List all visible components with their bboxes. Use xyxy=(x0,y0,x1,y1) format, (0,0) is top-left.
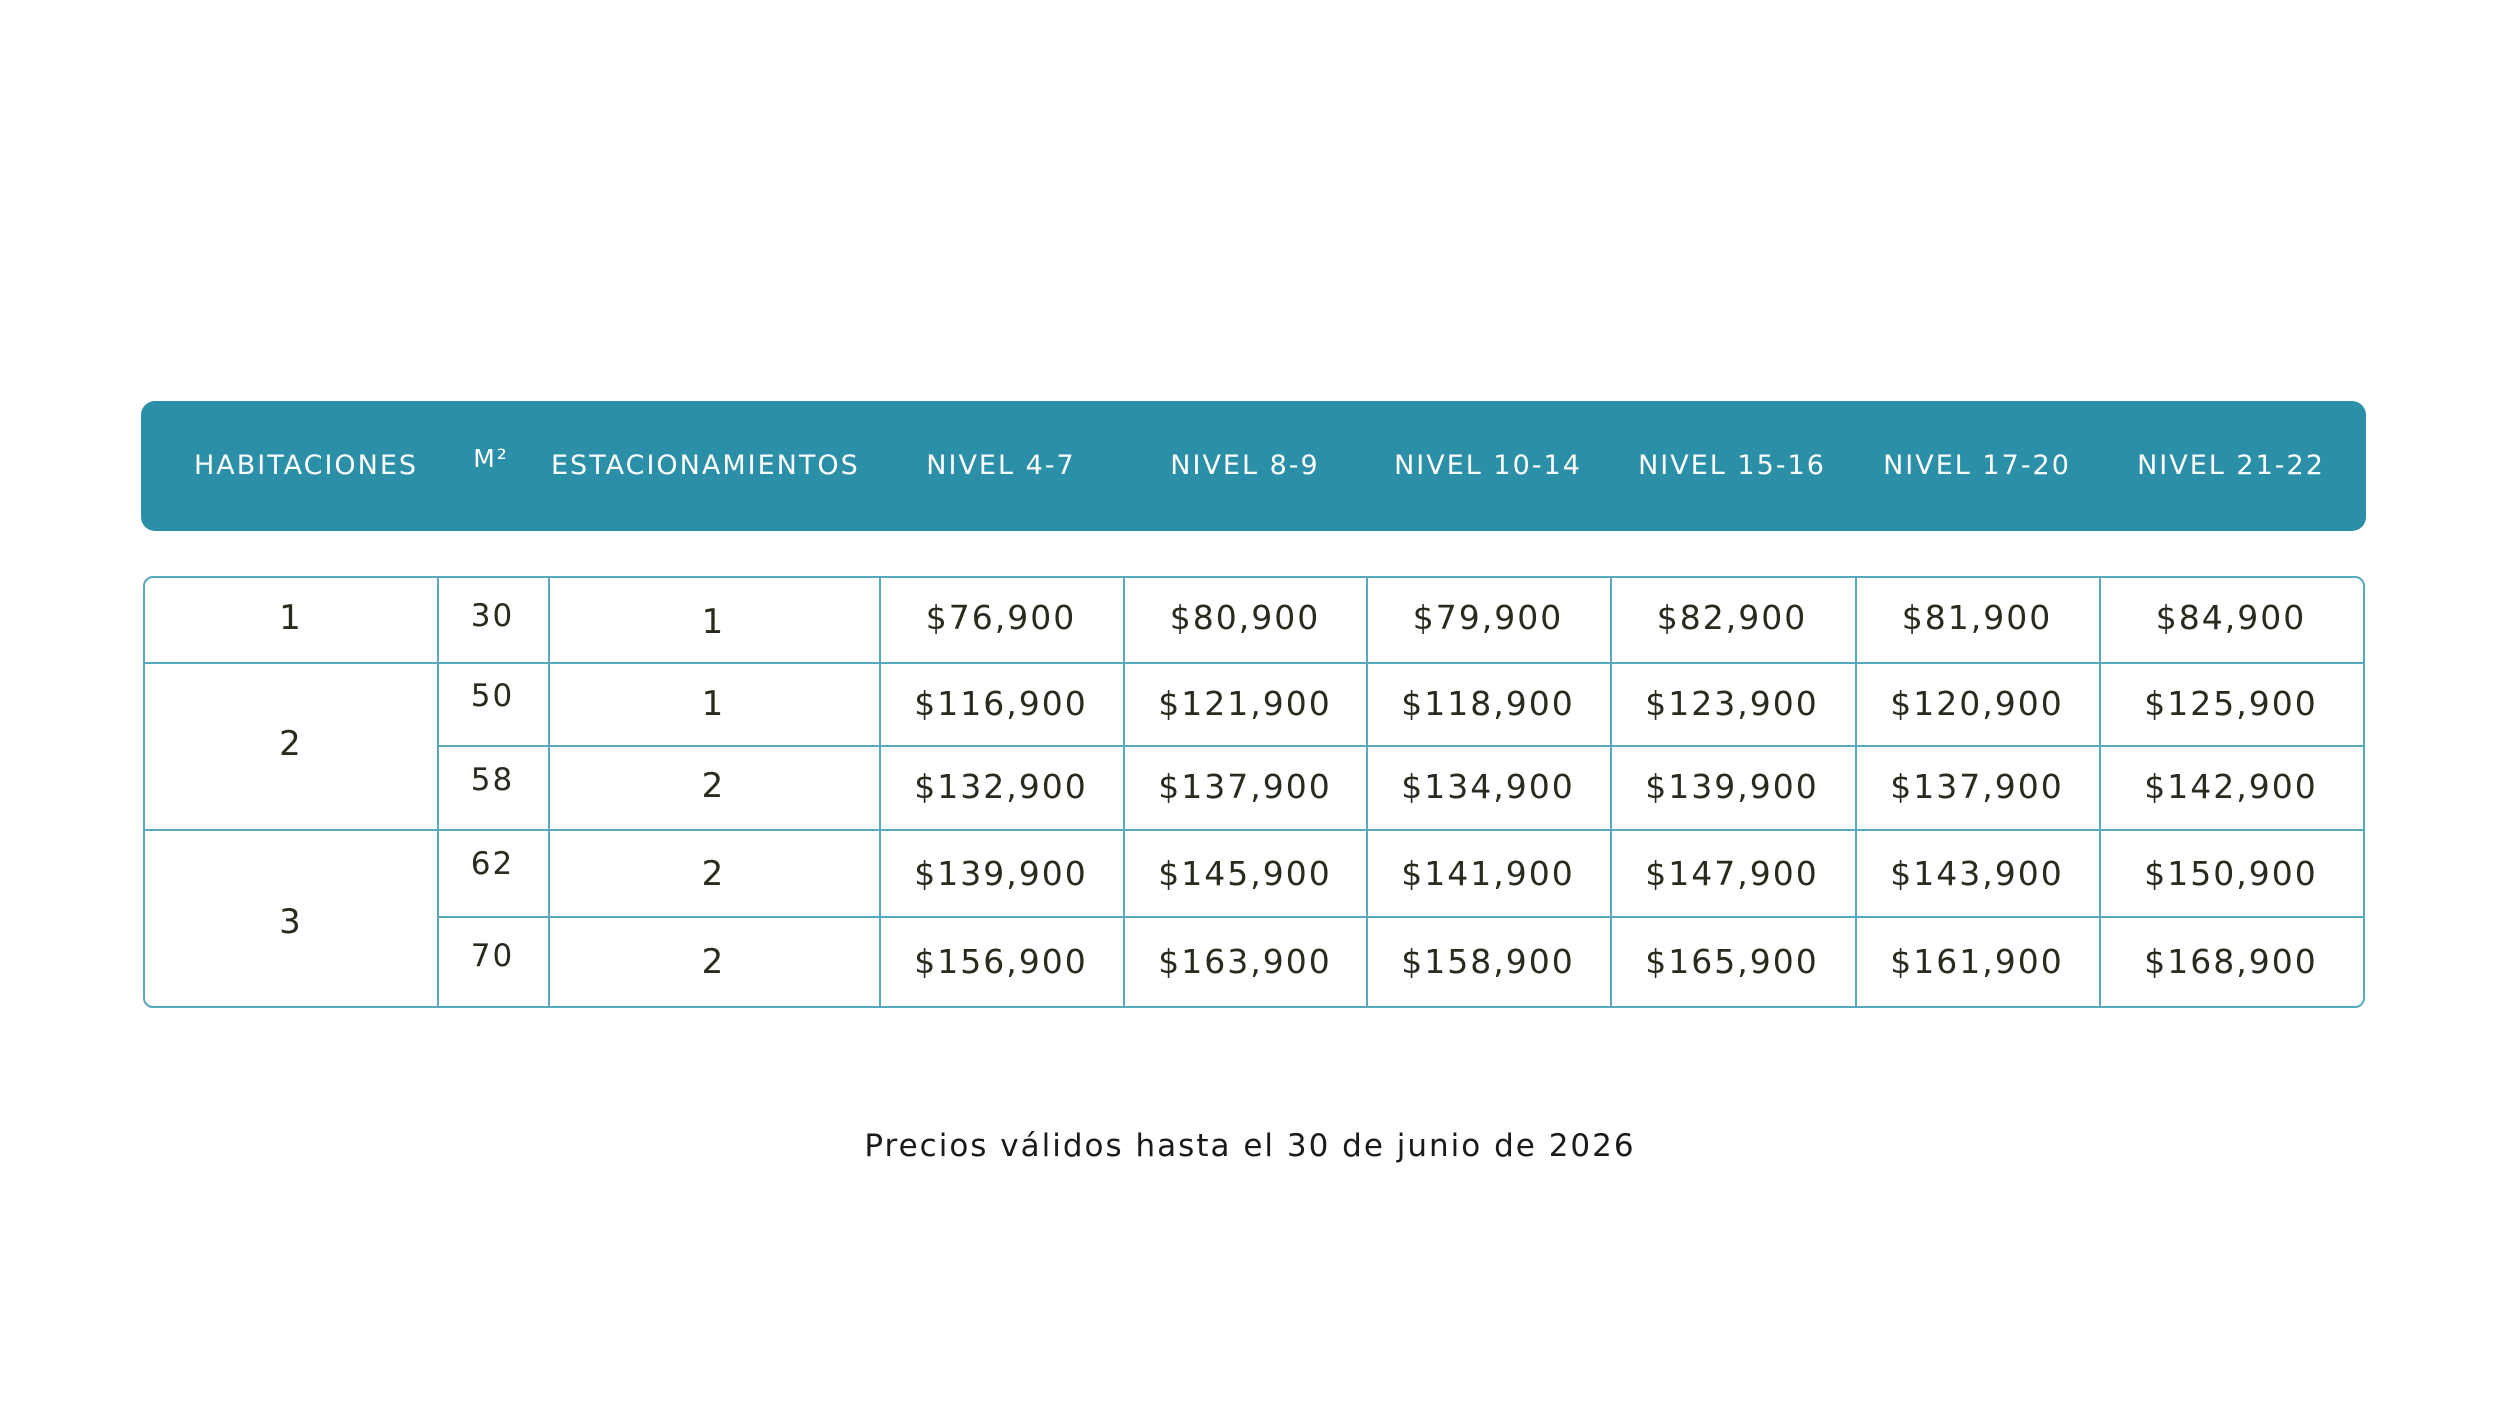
estacionamientos-cell: 2 xyxy=(701,854,726,894)
header-nivel-8-9: NIVEL 8-9 xyxy=(1170,450,1320,481)
table-header xyxy=(141,401,2366,531)
table-row-divider xyxy=(437,916,2363,918)
price-cell: $168,900 xyxy=(2144,942,2318,981)
price-cell: $150,900 xyxy=(2144,854,2318,893)
m2-cell: 62 xyxy=(470,846,515,882)
table-row-divider xyxy=(145,829,2363,831)
price-table xyxy=(143,576,2365,1008)
price-cell: $76,900 xyxy=(925,598,1077,637)
price-cell: $116,900 xyxy=(914,684,1088,723)
validity-footnote: Precios válidos hasta el 30 de junio de 2026 xyxy=(864,1128,1636,1164)
price-cell: $156,900 xyxy=(914,942,1088,981)
price-cell: $132,900 xyxy=(914,767,1088,806)
header-habitaciones: HABITACIONES xyxy=(193,450,419,481)
price-cell: $80,900 xyxy=(1169,598,1321,637)
header-nivel-17-20: NIVEL 17-20 xyxy=(1883,450,2071,481)
m2-cell: 50 xyxy=(470,678,515,714)
price-cell: $121,900 xyxy=(1158,684,1332,723)
habitaciones-cell: 3 xyxy=(279,902,303,942)
price-cell: $139,900 xyxy=(914,854,1088,893)
habitaciones-cell: 1 xyxy=(279,598,303,638)
price-cell: $137,900 xyxy=(1158,767,1332,806)
price-cell: $118,900 xyxy=(1401,684,1575,723)
price-cell: $123,900 xyxy=(1645,684,1819,723)
price-cell: $134,900 xyxy=(1401,767,1575,806)
estacionamientos-cell: 2 xyxy=(701,942,726,982)
price-cell: $120,900 xyxy=(1890,684,2064,723)
header-nivel-21-22: NIVEL 21-22 xyxy=(2137,450,2325,481)
header-nivel-4-7: NIVEL 4-7 xyxy=(926,450,1076,481)
price-cell: $82,900 xyxy=(1656,598,1808,637)
header-m2: M² xyxy=(473,444,509,473)
price-cell: $141,900 xyxy=(1401,854,1575,893)
m2-cell: 70 xyxy=(470,938,515,974)
estacionamientos-cell: 1 xyxy=(701,684,726,724)
m2-cell: 30 xyxy=(470,598,515,634)
price-cell: $161,900 xyxy=(1890,942,2064,981)
price-cell: $143,900 xyxy=(1890,854,2064,893)
header-nivel-10-14: NIVEL 10-14 xyxy=(1394,450,1582,481)
price-cell: $145,900 xyxy=(1158,854,1332,893)
price-cell: $158,900 xyxy=(1401,942,1575,981)
price-cell: $79,900 xyxy=(1412,598,1564,637)
price-cell: $137,900 xyxy=(1890,767,2064,806)
price-cell: $125,900 xyxy=(2144,684,2318,723)
price-cell: $163,900 xyxy=(1158,942,1332,981)
estacionamientos-cell: 1 xyxy=(701,602,726,642)
header-estacionamientos: ESTACIONAMIENTOS xyxy=(551,450,860,481)
price-cell: $147,900 xyxy=(1645,854,1819,893)
price-cell: $139,900 xyxy=(1645,767,1819,806)
habitaciones-cell: 2 xyxy=(279,724,303,764)
price-cell: $142,900 xyxy=(2144,767,2318,806)
table-row-divider xyxy=(145,662,2363,664)
price-cell: $165,900 xyxy=(1645,942,1819,981)
price-cell: $81,900 xyxy=(1901,598,2053,637)
table-row-divider xyxy=(437,745,2363,747)
m2-cell: 58 xyxy=(470,762,515,798)
estacionamientos-cell: 2 xyxy=(701,766,726,806)
price-cell: $84,900 xyxy=(2155,598,2307,637)
header-nivel-15-16: NIVEL 15-16 xyxy=(1638,450,1826,481)
